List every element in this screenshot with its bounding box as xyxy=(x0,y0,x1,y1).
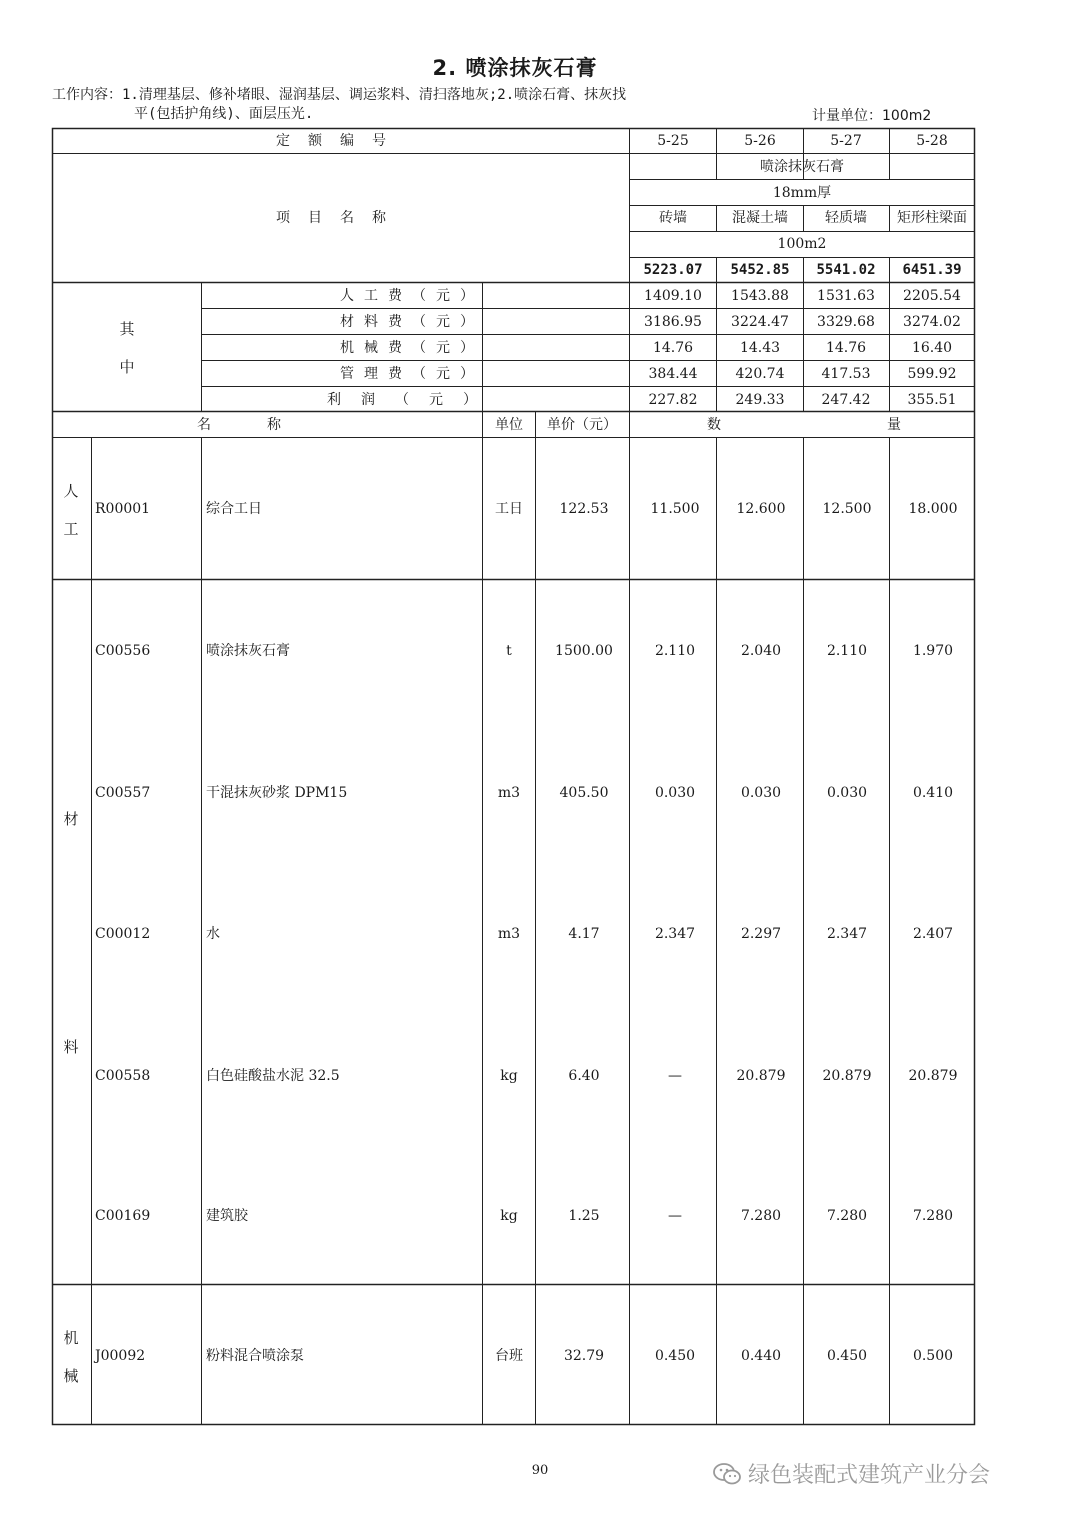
item-price: 122.53 xyxy=(559,501,609,517)
item-name: 干混抹灰砂浆 DPM15 xyxy=(206,785,348,801)
total-5-26: 5452.85 xyxy=(730,262,790,278)
item-qty: 0.030 xyxy=(654,785,696,801)
code-5-27: 5-27 xyxy=(830,133,862,149)
item-price: 1.25 xyxy=(568,1208,600,1224)
breakdown-value: 2205.54 xyxy=(903,288,961,304)
code-5-26: 5-26 xyxy=(744,133,776,149)
breakdown-row-label: 材料费（元） xyxy=(340,314,484,330)
breakdown-value: 247.42 xyxy=(821,392,871,408)
subtype-light: 轻质墙 xyxy=(825,210,867,226)
item-code: C00169 xyxy=(95,1208,151,1224)
item-qty: 12.600 xyxy=(736,501,786,517)
item-qty: — xyxy=(668,1208,682,1224)
breakdown-row-label: 机械费（元） xyxy=(340,340,484,356)
breakdown-value: 3329.68 xyxy=(817,314,875,330)
breakdown-value: 14.76 xyxy=(825,340,867,356)
breakdown-value: 249.33 xyxy=(735,392,785,408)
item-code: R00001 xyxy=(95,501,151,517)
item-name: 喷涂抹灰石膏 xyxy=(206,643,290,659)
item-qty: 2.040 xyxy=(740,643,782,659)
breakdown-label-1: 其 xyxy=(119,320,135,338)
breakdown-value: 227.82 xyxy=(648,392,698,408)
wechat-icon xyxy=(712,1461,742,1487)
subtype-column: 矩形柱梁面 xyxy=(897,210,967,226)
item-qty: 2.347 xyxy=(654,926,696,942)
total-5-28: 6451.39 xyxy=(902,262,962,278)
breakdown-value: 355.51 xyxy=(907,392,957,408)
breakdown-row-label: 人工费（元） xyxy=(340,288,484,304)
watermark xyxy=(712,1458,990,1489)
code-5-28: 5-28 xyxy=(916,133,948,149)
item-qty: 0.440 xyxy=(740,1348,782,1364)
item-code: C00012 xyxy=(95,926,151,942)
item-name: 综合工日 xyxy=(206,501,262,517)
breakdown-value: 420.74 xyxy=(735,366,785,382)
item-qty: 2.297 xyxy=(740,926,782,942)
breakdown-value: 384.44 xyxy=(648,366,698,382)
item-price: 4.17 xyxy=(568,926,600,942)
item-qty: 0.450 xyxy=(826,1348,868,1364)
breakdown-label-2: 中 xyxy=(119,358,135,376)
work-content-line1: 工作内容：1.清理基层、修补堵眼、湿润基层、调运浆料、清扫落地灰;2.喷涂石膏、抹灰找 xyxy=(52,87,627,103)
item-qty: 18.000 xyxy=(908,501,958,517)
item-qty: 12.500 xyxy=(822,501,872,517)
detail-name-header: 名称 xyxy=(197,417,337,433)
item-qty: 7.280 xyxy=(740,1208,782,1224)
subtype-brick: 砖墙 xyxy=(659,210,687,226)
item-qty: 11.500 xyxy=(650,501,700,517)
detail-qty-header-right: 量 xyxy=(887,417,901,433)
breakdown-value: 3186.95 xyxy=(644,314,702,330)
breakdown-value: 14.43 xyxy=(739,340,781,356)
item-price: 405.50 xyxy=(559,785,609,801)
breakdown-value: 3224.47 xyxy=(731,314,789,330)
detail-qty-header-left: 数 xyxy=(707,417,721,433)
item-unit: m3 xyxy=(497,926,521,942)
breakdown-row-label: 管理费（元） xyxy=(340,366,484,382)
breakdown-value: 14.76 xyxy=(652,340,694,356)
item-unit: kg xyxy=(500,1068,518,1084)
breakdown-value: 1543.88 xyxy=(731,288,789,304)
code-label: 定额编号 xyxy=(276,133,404,149)
breakdown-value: 599.92 xyxy=(907,366,957,382)
item-name-label: 项目名称 xyxy=(276,210,404,226)
item-qty: 2.347 xyxy=(826,926,868,942)
total-5-25: 5223.07 xyxy=(643,262,703,278)
measure-unit: 计量单位：100m2 xyxy=(812,108,932,124)
item-code: C00556 xyxy=(95,643,151,659)
subtype-concrete: 混凝土墙 xyxy=(732,210,788,226)
item-qty: 0.410 xyxy=(912,785,954,801)
page-title: 2. 喷涂抹灰石膏 xyxy=(432,56,598,80)
group-material-2: 料 xyxy=(63,1038,79,1056)
breakdown-value: 3274.02 xyxy=(903,314,961,330)
item-unit: 台班 xyxy=(495,1348,523,1364)
item-qty: 2.407 xyxy=(912,926,954,942)
total-5-27: 5541.02 xyxy=(816,262,876,278)
thickness: 18mm厚 xyxy=(772,185,832,201)
breakdown-row-label: 利润（元） xyxy=(327,392,497,408)
work-content-line2: 平(包括护角线)、面层压光. xyxy=(134,106,314,122)
group-machine: 机械 xyxy=(63,1329,79,1385)
detail-price-header: 单价（元） xyxy=(547,417,617,433)
group-labor: 人工 xyxy=(63,482,79,538)
item-qty: 0.030 xyxy=(740,785,782,801)
project-name: 喷涂抹灰石膏 xyxy=(760,159,844,175)
item-price: 1500.00 xyxy=(555,643,613,659)
item-name: 粉料混合喷涂泵 xyxy=(206,1348,304,1364)
page-number: 90 xyxy=(531,1463,549,1478)
breakdown-value: 417.53 xyxy=(821,366,871,382)
item-name: 白色硅酸盐水泥 32.5 xyxy=(206,1068,340,1084)
item-unit: 工日 xyxy=(495,501,523,517)
item-code: J00092 xyxy=(95,1348,146,1364)
item-qty: 1.970 xyxy=(912,643,954,659)
item-qty: 20.879 xyxy=(908,1068,958,1084)
item-code: C00558 xyxy=(95,1068,151,1084)
watermark-text: 绿色装配式建筑产业分会 xyxy=(748,1463,991,1488)
item-qty: 0.500 xyxy=(912,1348,954,1364)
item-unit: m3 xyxy=(497,785,521,801)
item-qty: 2.110 xyxy=(654,643,696,659)
item-unit: t xyxy=(506,643,512,659)
item-qty: — xyxy=(668,1068,682,1084)
breakdown-value: 1531.63 xyxy=(817,288,875,304)
detail-unit-header: 单位 xyxy=(495,417,523,433)
item-price: 6.40 xyxy=(568,1068,600,1084)
item-unit: kg xyxy=(500,1208,518,1224)
item-qty: 20.879 xyxy=(736,1068,786,1084)
header-unit: 100m2 xyxy=(777,236,827,252)
item-qty: 2.110 xyxy=(826,643,868,659)
item-name: 水 xyxy=(206,926,220,942)
group-material-1: 材 xyxy=(63,810,79,828)
item-code: C00557 xyxy=(95,785,151,801)
item-name: 建筑胶 xyxy=(206,1208,248,1224)
item-qty: 7.280 xyxy=(912,1208,954,1224)
item-qty: 0.030 xyxy=(826,785,868,801)
item-qty: 0.450 xyxy=(654,1348,696,1364)
breakdown-value: 16.40 xyxy=(911,340,953,356)
breakdown-value: 1409.10 xyxy=(644,288,702,304)
item-price: 32.79 xyxy=(563,1348,605,1364)
item-qty: 20.879 xyxy=(822,1068,872,1084)
item-qty: 7.280 xyxy=(826,1208,868,1224)
code-5-25: 5-25 xyxy=(657,133,689,149)
